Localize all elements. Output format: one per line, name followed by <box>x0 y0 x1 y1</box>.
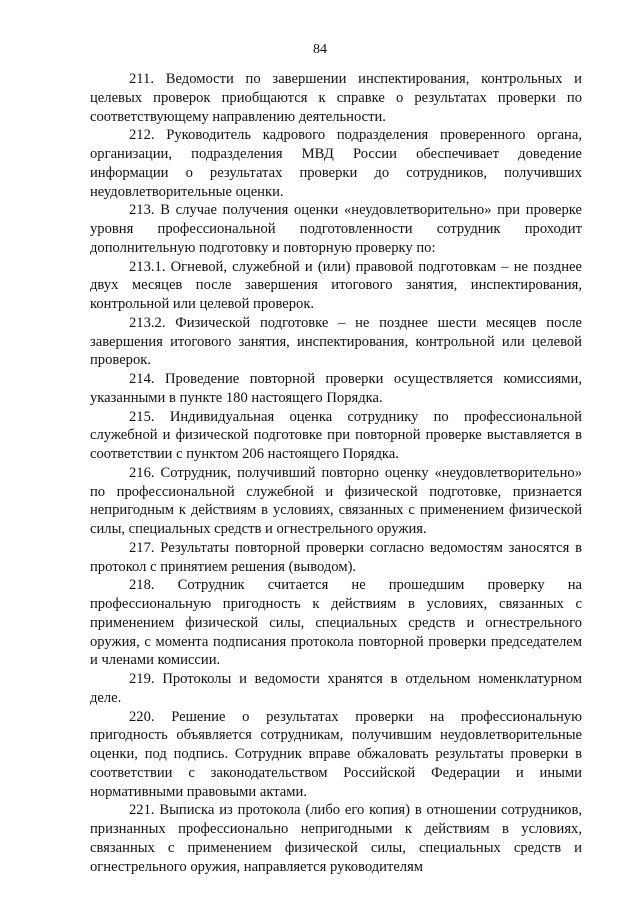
paragraph-221: 221. Выписка из протокола (либо его копия) в отношении сотрудников, признанных профессионально непригодными к действиям в условиях, связанных с применением физической силы, специальных средств и огнестрельного оружия, направляется руководителям <box>90 802 582 875</box>
paragraph-218: 218. Сотрудник считается не прошедшим проверку на профессиональную пригодность к действиям в условиях, связанных с применением физической силы, специальных средств и огнестрельного оружия, с момента подписания протокола повторной проверки председателем и членами комиссии. <box>90 577 582 669</box>
paragraph-220: 220. Решение о результатах проверки на профессиональную пригодность объявляется сотрудникам, получившим неудовлетворительные оценки, под подпись. Сотрудник вправе обжаловать результаты проверки в соответствии с законодательством Российской Федерации и иными нормативными правовыми актами. <box>90 708 582 800</box>
paragraph-211: 211. Ведомости по завершении инспектирования, контрольных и целевых проверок приобщаются к справке о результатах проверки по соответствующему направлению деятельности. <box>90 71 582 125</box>
paragraph-213-1: 213.1. Огневой, служебной и (или) правовой подготовкам – не позднее двух месяцев после завершения итогового занятия, инспектирования, контрольной или целевой проверок. <box>90 258 582 312</box>
paragraph-212: 212. Руководитель кадрового подразделения проверенного органа, организации, подразделения МВД России обеспечивает доведение информации о результатах проверки до сотрудников, получивших неудовлетворительные оценки. <box>90 127 582 200</box>
paragraph-217: 217. Результаты повторной проверки согласно ведомостям заносятся в протокол с принятием решения (выводом). <box>90 539 582 575</box>
paragraph-214: 214. Проведение повторной проверки осуществляется комиссиями, указанными в пункте 180 настоящего Порядка. <box>90 371 582 406</box>
document-body <box>90 70 582 890</box>
page-number: 84 <box>313 42 327 57</box>
paragraph-213: 213. В случае получения оценки «неудовлетворительно» при проверке уровня профессиональной подготовленности сотрудник проходит дополнительную подготовку и повторную проверку по: <box>90 202 582 256</box>
paragraph-219: 219. Протоколы и ведомости хранятся в отдельном номенклатурном деле. <box>90 671 582 706</box>
paragraph-215: 215. Индивидуальная оценка сотруднику по профессиональной служебной и физической подготовке при повторной проверке выставляется в соответствии с пунктом 206 настоящего Порядка. <box>90 408 582 462</box>
paragraph-213-2: 213.2. Физической подготовке – не позднее шести месяцев после завершения итогового занятия, инспектирования, контрольной или целевой проверок. <box>90 314 582 369</box>
paragraph-216: 216. Сотрудник, получивший повторно оценку «неудовлетворительно» по профессиональной служебной и физической подготовке, признается непригодным к действиям в условиях, связанных с применением физической силы, специальных средств и огнестрельного оружия. <box>90 464 582 537</box>
